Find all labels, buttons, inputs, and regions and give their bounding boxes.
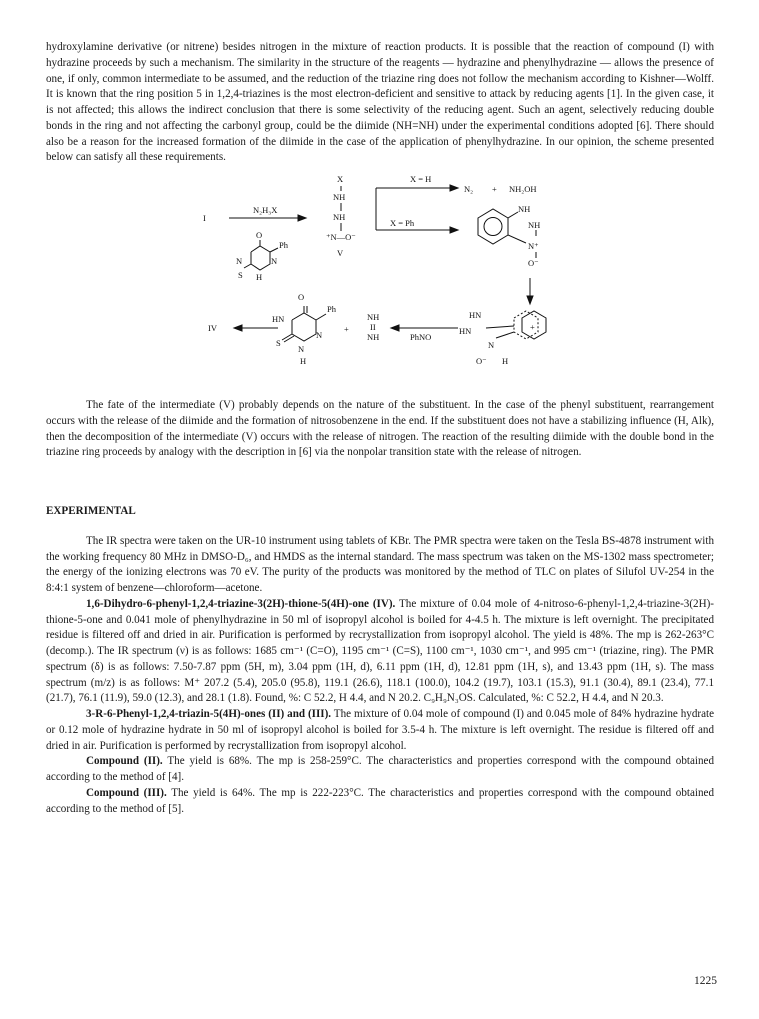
fate-paragraph: The fate of the intermediate (V) probably depends on the nature of the substituent. In the case of the phenyl substituent, rearrangement occurs with the release of the diimide and the formation of nitrosobenzene in the end. If the substituent does not have a stabilizing influence (H, Alk), then the decomposition of the intermediate (V) occurs with the release of nitrogen. The reaction of the resulting diimide with the double bond in the triazine ring proceeds by analogy with the description in [6] via the nonpolar transition state with the release of nitrogen. [46,399,714,459]
branch-h-label: X = H [410,174,432,184]
compound-iii-title: Compound (III). [86,786,167,799]
ring-s-label: S [238,270,243,280]
compound-IV-label: IV [208,323,217,333]
compound-ii-body: The yield is 68%. The mp is 258-259°C. The characteristics and properties correspond with the compound obtained according to the method of [4]. [46,755,714,783]
experimental-paragraph-2 [46,597,714,707]
v-nh2-label: NH [333,212,346,222]
ph-nplus-label: N⁺ [528,241,539,251]
v-no-label: ⁺N—O⁻ [326,232,356,242]
page-number: 1225 [694,975,717,987]
compound-iv-body: The mixture of 0.04 mole of 4-nitroso-6-phenyl-1,2,4-triazine-3(2H)-thione-5-one and 0.041 mole of phenylhydrazine in 50 ml of isopropyl alcohol is boiled for 4-4.5 h. The mixture is left overnight. The precipitated residue is filtered off and dried in air. Purification is performed by recrystallization from isopropyl alcohol. The yield is 48%. The mp is 262-263°C (decomp.). The IR spectrum (ν) is as follows: 1685 cm⁻¹ (C=O), 1195 cm⁻¹ (C=S), 1100 cm⁻¹, 1030 cm⁻¹, and 995 cm⁻¹ (triazine, ring). The PMR spectrum (δ) is as follows: 7.50-7.87 ppm (5H, m), 3.04 ppm (1H, d), 6.11 ppm (1H, d), 12.81 ppm (1H, s), and 13.43 ppm (1H, s). The mass spectrum (m/z) is as follows: M⁺ 207.2 (5.4), 205.0 (95.8), 119.1 (26.6), 118.1 (100.0), 104.2 (19.7), 103.1 (15.3), 91.1 (30.4), 89.1 (23.4), 77.1 (21.7), 76.1 (11.9), 59.0 (12.3), and 28.1 (1.8). Found, %: C 52.2, H 4.4, and N 20.2. C₉H₉N₃OS. Calculated, %: C 52.2, H 4.4, and N 20.3. [46,597,714,705]
page-content [46,40,714,817]
iv-hn-label: HN [272,314,285,324]
compound-I-label: I [203,213,206,223]
lr-plus-label: + [530,322,535,332]
intro-paragraph: hydroxylamine derivative (or nitrene) besides nitrogen in the mixture of reaction products. It is possible that the reaction of compound (I) with hydrazine proceeds by such a mechanism. The similarity in the structure of the reagents — hydrazine and phenylhydrazine — allows the presence of one, if only, common intermediate to be assumed, and the reduction of the triazine ring does not follow the mechanism according to Kishner—Wolff. It is known that the ring position 5 in 1,2,4-triazines is the most electron-deficient and sensitive to attack by reducing agents [1]. In the given case, it is not affected; this allows the indirect conclusion that there is some selectivity of the reducing agent. Such an agent, selectively reducing double bonds in the ring and not affecting the carbonyl group, could be the diimide (NH=NH) under the experimental conditions adopted [6]. There should also be a reason for the increased formation of the diimide in the case of the application of phenylhydrazine. In our opinion, the scheme presented below can satisfy all these requirements. [46,41,714,164]
compound-iv-title: 1,6-Dihydro-6-phenyl-1,2,4-triazine-3(2H)-thione-5(4H)-one (IV). [86,597,396,610]
diimide-top-label: NH [367,312,380,322]
reaction-scheme-drawing [46,168,714,394]
experimental-heading: EXPERIMENTAL [46,505,136,517]
experimental-paragraph-1: The IR spectra were taken on the UR-10 instrument using tablets of KBr. The PMR spectra were taken on the Tesla BS-4878 instrument with the working frequency 80 MHz in DMSO-D₆, and HMDS as the internal standard. The mass spectrum was taken on the MS-1302 mass spectrometer; the energy of the ionizing electrons was 70 eV. The purity of the products was monitored by the method of TLC on plates of Silufol UV-254 in the 8:4:1 system of benzene—chloroform—acetone. [46,534,714,594]
compound-ii-title: Compound (II). [86,755,163,768]
branch-ph-label: X = Ph [390,218,415,228]
v-nh1-label: NH [333,192,346,202]
lr-n-label: N [488,340,495,350]
ring-n2-label: N [271,256,278,266]
ph-nh1-label: NH [518,204,531,214]
plus-2-label: + [344,324,349,334]
ring-h-label: H [256,272,263,282]
reagent-label: N₂H₃X [253,205,278,215]
experimental-paragraph-5 [46,786,714,818]
diimide-bond-label: II [370,322,376,332]
ring-ph-label: Ph [279,240,288,250]
ph-ominus-label: O⁻ [528,258,539,268]
compound-iii-body: The yield is 64%. The mp is 222-223°C. The characteristics and properties correspond with the compound obtained according to the method of [5]. [46,786,714,815]
iv-h-label: H [300,356,307,366]
iv-n2-label: N [298,344,305,354]
lr-hn2-label: HN [459,326,472,336]
ring-n-label: N [236,256,243,266]
product-nh2oh-label: NH₂OH [509,184,537,194]
iv-ph-label: Ph [327,304,336,314]
lr-ominus-label: O⁻ [476,356,487,366]
lr-h-label: H [502,356,509,366]
compounds-ii-iii-title: 3-R-6-Phenyl-1,2,4-triazin-5(4H)-ones (II) and (III). [86,708,332,720]
iv-n-label: N [316,330,323,340]
reaction-scheme [46,168,714,394]
ring-oxygen-label: O [256,230,263,240]
iv-s-label: S [276,338,281,348]
product-n2-label: N₂ [464,184,474,194]
plus-1-label: + [492,184,497,194]
phno-label: PhNO [410,332,432,342]
lr-hn1-label: HN [469,310,482,320]
iv-oxygen-label: O [298,292,305,302]
ph-nh2-label: NH [528,220,541,230]
intermediate-V-label: V [337,248,344,258]
compounds-ii-iii-body: The mixture of 0.04 mole of compound (I) and 0.045 mole of 84% hydrazine hydrate or 0.12 mole of hydrazine hydrate in 50 ml of isopropyl alcohol is boiled for 3.5-4 h. The mixture is left overnight. The residue is filtered off and dried in air. Purification is performed by recrystallization from isopropyl alcohol. [46,708,714,752]
experimental-paragraph-3 [46,707,714,754]
diimide-bottom-label: NH [367,332,380,342]
experimental-paragraph-4 [46,754,714,786]
v-x-label: X [337,174,344,184]
